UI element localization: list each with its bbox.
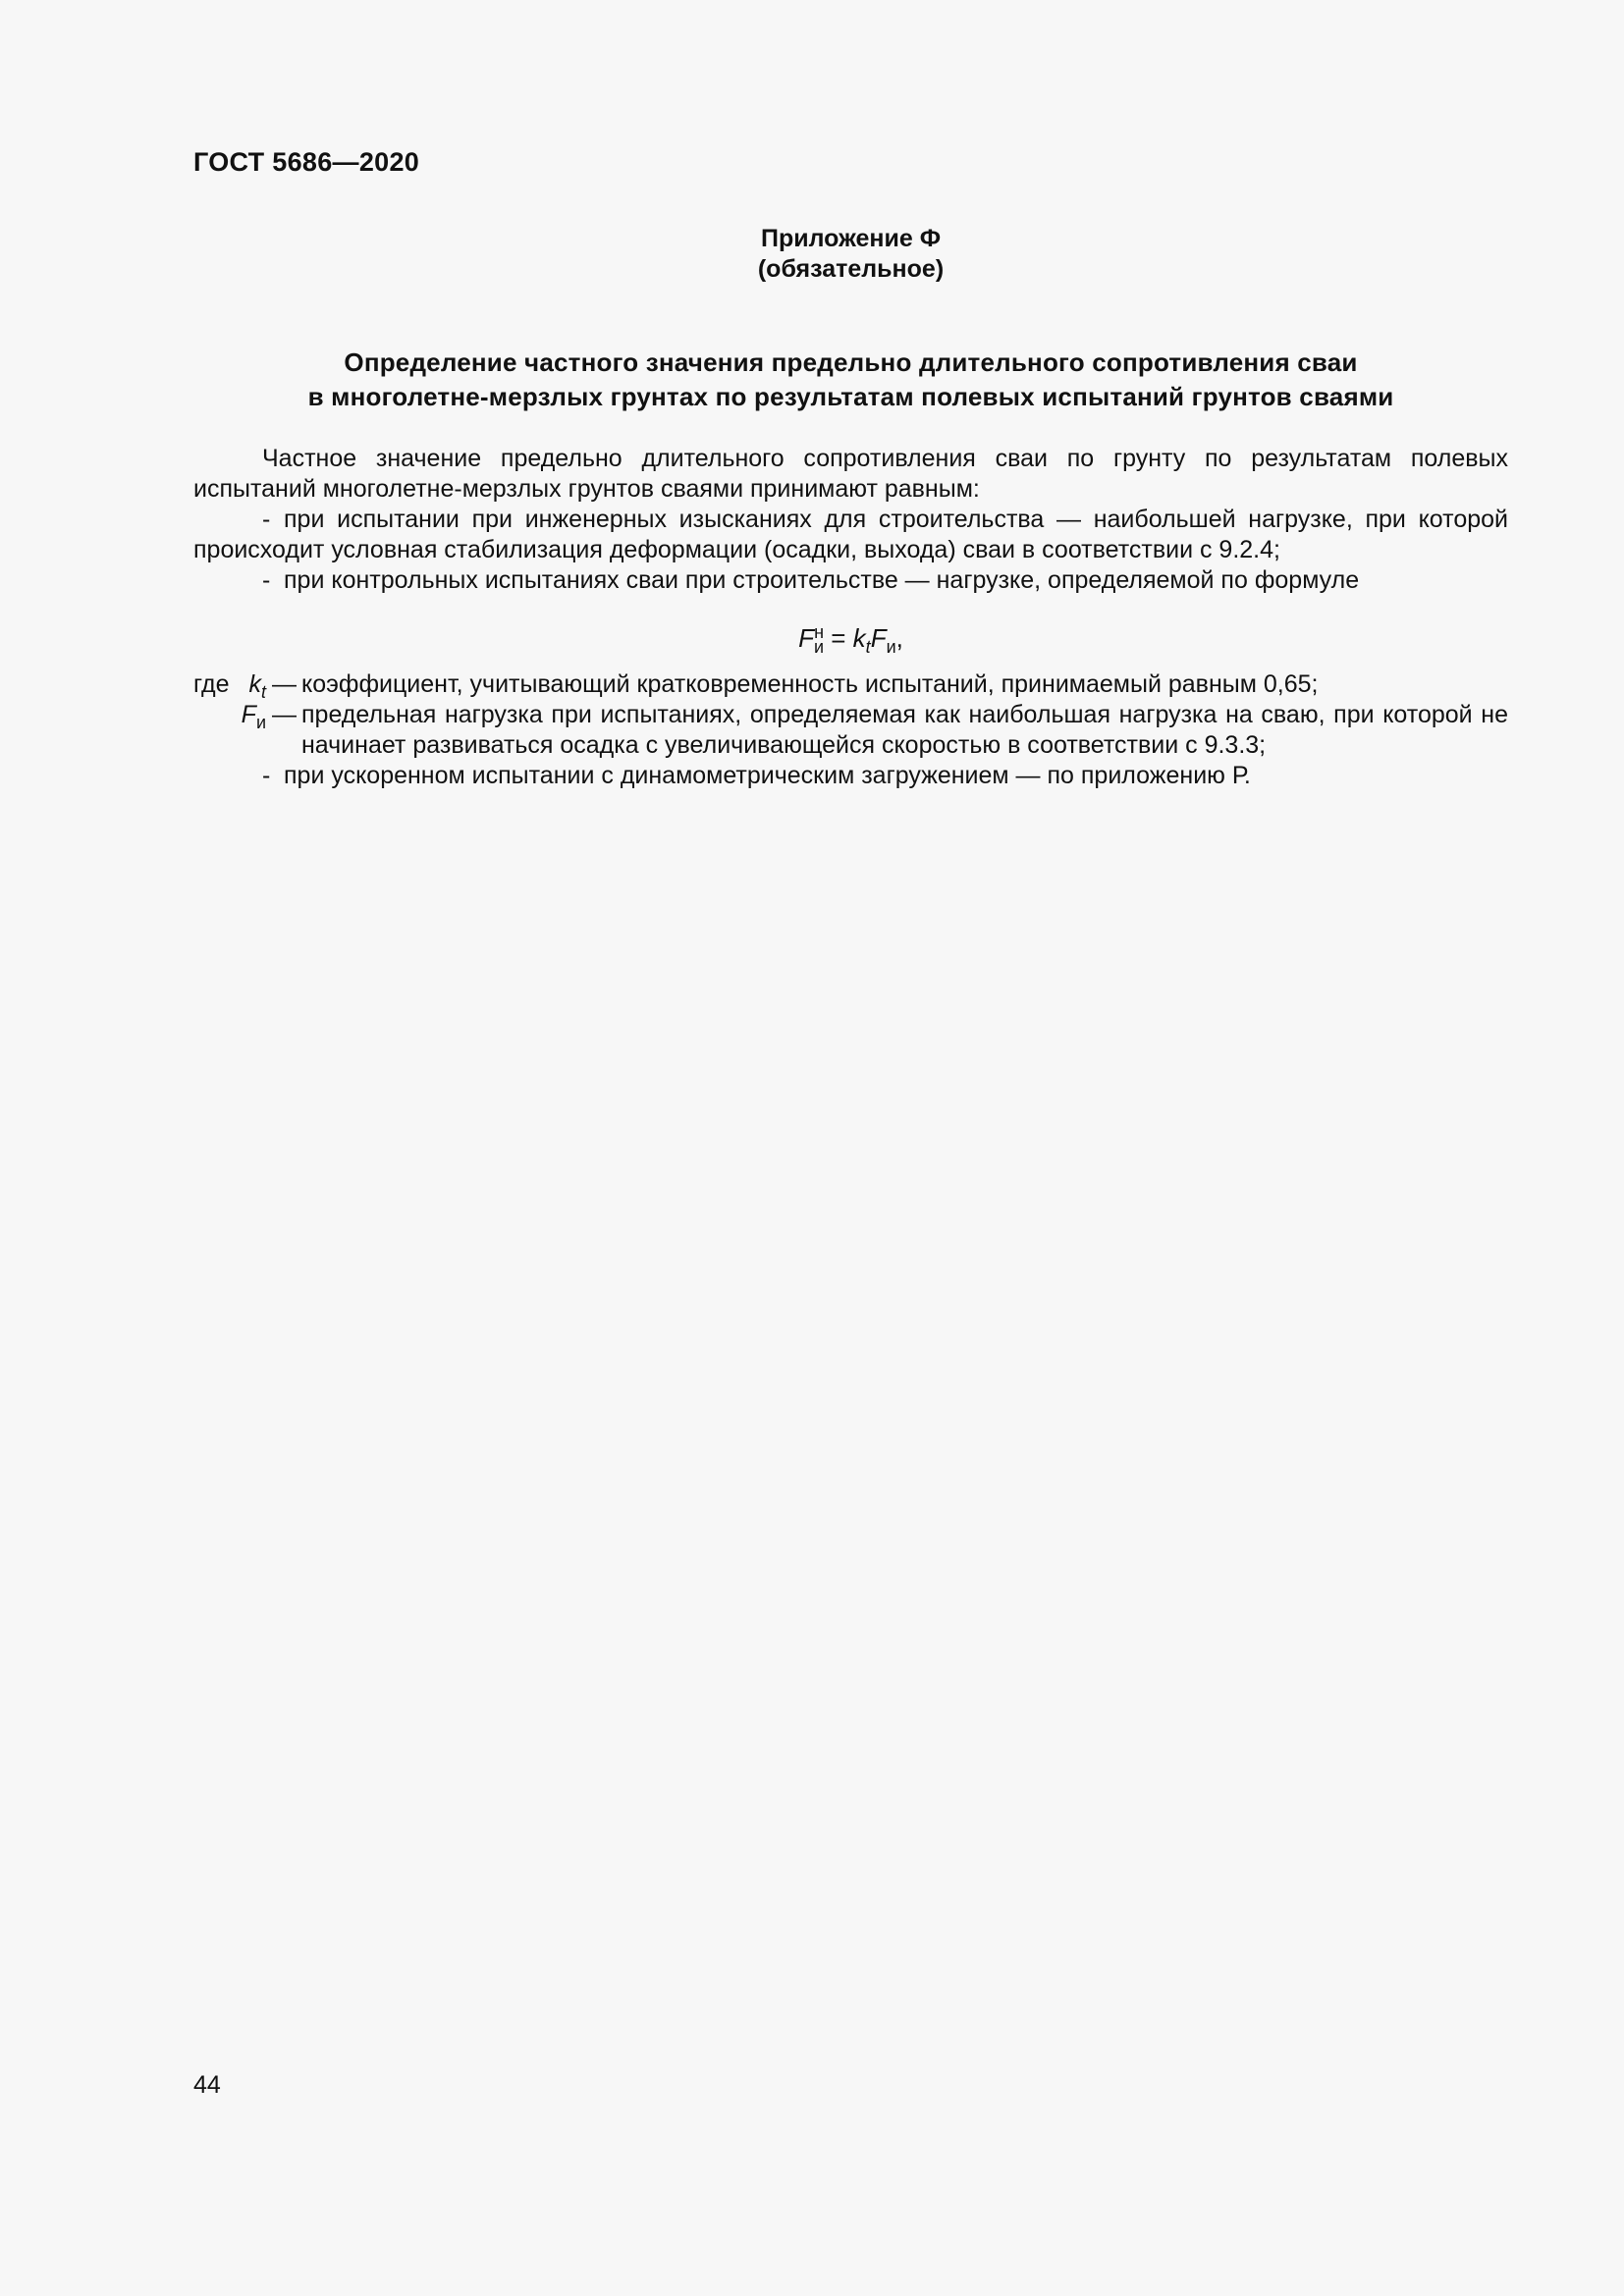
formula xyxy=(193,615,1508,664)
list-item xyxy=(193,565,1508,596)
formula-lhs-sub: и xyxy=(814,637,825,657)
list-item-text: при испытании при инженерных изысканиях для строительства — наибольшей нагрузке, при которой происходит условная стабилизация деформации (осадки, выхода) сваи в соответствии с 9.2.4; xyxy=(193,506,1508,563)
legend-where: где xyxy=(193,670,230,698)
list-dash: - xyxy=(262,566,271,594)
legend-symbol: k xyxy=(248,670,261,698)
legend-text: предельная нагрузка при испытаниях, определяемая как наибольшая нагрузка на сваю, при которой не начинает развиваться осадка с увеличивающейся скоростью в соответствии с 9.3.3; xyxy=(301,701,1508,759)
section-title-line-2: в многолетне-мерзлых грунтах по результатам полевых испытаний грунтов сваями xyxy=(307,382,1394,411)
list-item-text: при контрольных испытаниях сваи при строительстве — нагрузке, определяемой по формуле xyxy=(284,566,1360,594)
legend-dash: — xyxy=(272,701,297,728)
formula-rhs-sub: и xyxy=(886,637,896,657)
list-dash: - xyxy=(262,506,271,533)
formula-coef: k xyxy=(852,623,866,653)
formula-lhs-sup: н xyxy=(814,622,825,642)
formula-lhs-var: F xyxy=(798,623,814,653)
section-title-line-1: Определение частного значения предельно длительного сопротивления сваи xyxy=(344,347,1358,377)
formula-tail: , xyxy=(895,623,903,653)
page-number: 44 xyxy=(193,2071,221,2099)
intro-paragraph: Частное значение предельно длительного сопротивления сваи по грунту по результатам полевых испытаний многолетне-мерзлых грунтов сваями принимают равным: xyxy=(193,445,1508,503)
list-item-text: при ускоренном испытании с динамометрическим загружением — по приложению Р. xyxy=(284,762,1251,789)
legend-symbol-cell xyxy=(193,669,272,700)
list-item-line xyxy=(193,761,1508,791)
appendix-heading xyxy=(193,224,1508,285)
list-item xyxy=(193,505,1508,565)
appendix-label: Приложение Ф xyxy=(760,225,942,252)
list-dash: - xyxy=(262,762,271,789)
document-code: ГОСТ 5686—2020 xyxy=(193,147,420,177)
formula-equals: = xyxy=(831,623,846,653)
body-text xyxy=(193,444,1508,596)
list-item xyxy=(193,761,1508,791)
legend-dash: — xyxy=(272,670,297,698)
formula-legend xyxy=(193,669,1508,761)
formula-coef-sub: t xyxy=(865,637,871,657)
section-title xyxy=(193,346,1508,414)
legend-symbol-sub: и xyxy=(255,713,266,732)
formula-rhs-var: F xyxy=(870,623,887,653)
legend-row xyxy=(193,669,1508,700)
legend-symbol-sub: t xyxy=(260,682,266,702)
legend-text: коэффициент, учитывающий кратковременность испытаний, принимаемый равным 0,65; xyxy=(301,670,1319,698)
legend-symbol: F xyxy=(241,701,256,728)
appendix-status: (обязательное) xyxy=(757,255,945,283)
legend-symbol-fi xyxy=(242,700,266,738)
legend-row xyxy=(193,700,1508,761)
